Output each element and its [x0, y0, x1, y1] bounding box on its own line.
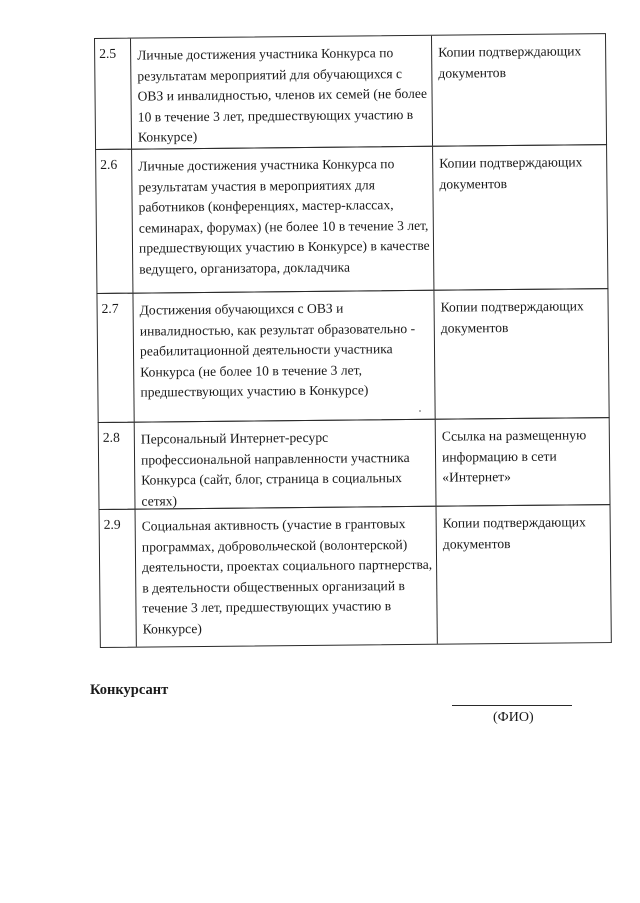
row-number: 2.7: [97, 294, 134, 422]
signature-label: Конкурсант: [90, 682, 169, 698]
document-type: Копии подтверждающих документов: [440, 298, 584, 336]
document-type: Копии подтверждающих документов: [439, 154, 583, 192]
table-row: [96, 288, 609, 423]
table-row: [94, 33, 607, 150]
criterion-text: Персональный Интернет-ресурс профессиональной направленности участника Конкурса (сайт, блог, страница в социальных сетях): [135, 420, 437, 509]
scan-speck: [419, 410, 421, 412]
signature-line: [452, 705, 572, 706]
signature-caption: (ФИО): [493, 710, 534, 725]
table-row: [95, 144, 608, 294]
row-number: 2.8: [99, 423, 136, 509]
row-number: 2.6: [96, 150, 133, 293]
criterion-text: Личные достижения участника Конкурса по результатам мероприятий для обучающихся с ОВЗ и инвалидностью, членов их семей (не более 10 в течение 3 лет, предшествующих участию в Конкурсе): [131, 36, 433, 149]
document-type: Копии подтверждающих документов: [438, 43, 582, 81]
row-number: 2.5: [95, 39, 132, 149]
row-number: 2.9: [100, 510, 137, 647]
criteria-table: [94, 33, 612, 650]
criterion-text: Социальная активность (участие в грантовых программах, добровольческой (волонтерской) деятельности, проектах социального партнерства, в деятельности общественных организаций в течение 3 лет, предшествующих участию в Конкурсе): [136, 507, 438, 647]
criterion-text: Личные достижения участника Конкурса по результатам участия в мероприятиях для работников (конференциях, мастер-классах, семинарах, форумах) (не более 10 в течение 3 лет, предшествующих участию в Конкурсе) в качестве ведущего, организатора, докладчика: [132, 147, 434, 293]
table-row: [98, 417, 611, 510]
table-row: [99, 504, 612, 648]
criterion-text: Достижения обучающихся с ОВЗ и инвалидностью, как результат образовательно - реабилитационной деятельности участника Конкурса (не более 10 в течение 3 лет, предшествующих участию в Конкурсе): [133, 291, 435, 422]
document-type: Копии подтверждающих документов: [442, 514, 586, 552]
document-type: Ссылка на размещенную информацию в сети «Интернет»: [441, 427, 587, 485]
